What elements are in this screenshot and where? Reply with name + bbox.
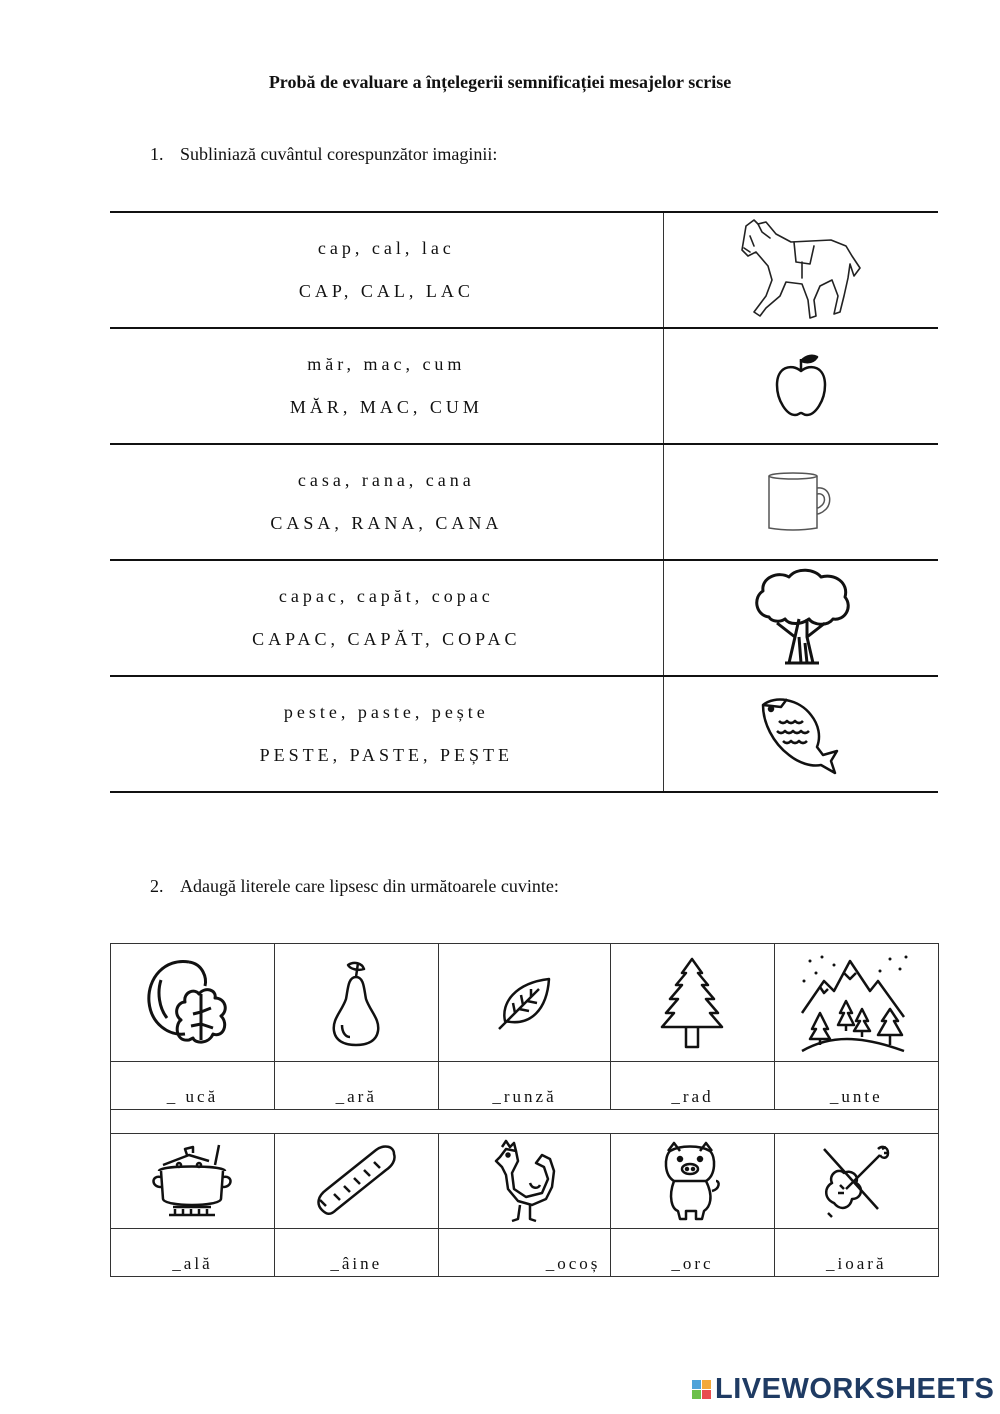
question-2-number: 2. [150, 876, 164, 896]
brand-name: LIVEWORKSHEETS [715, 1373, 995, 1405]
mug-icon [765, 470, 837, 534]
question-1-text: Subliniază cuvântul corespunzător imaginii: [180, 144, 498, 164]
table-row [110, 328, 938, 444]
table-row [110, 212, 938, 328]
picture-row [111, 944, 939, 1062]
missing-letter-word[interactable]: _ară [274, 1062, 438, 1110]
bread-icon [314, 1142, 398, 1220]
page-title: Probă de evaluare a înțelegerii semnificației mesajelor scrise [268, 72, 732, 92]
missing-letter-word[interactable]: _ ucă [111, 1062, 275, 1110]
missing-letter-word[interactable]: _ocoș [438, 1229, 611, 1277]
table-row [110, 560, 938, 676]
pear-icon [328, 959, 384, 1047]
fish-icon [759, 693, 843, 775]
missing-letter-word[interactable]: _orc [611, 1229, 774, 1277]
uppercase-options[interactable]: CAPAC, CAPĂT, COPAC [252, 629, 521, 649]
mountains-icon [800, 951, 912, 1055]
lowercase-options[interactable]: măr, mac, cum [307, 354, 466, 374]
pig-icon [660, 1141, 724, 1221]
uppercase-options[interactable]: CAP, CAL, LAC [298, 281, 474, 301]
word-row [111, 1062, 939, 1110]
question-2 [150, 876, 559, 897]
missing-letter-word[interactable]: _rad [611, 1062, 774, 1110]
leaf-icon [495, 973, 555, 1033]
logo-icon [692, 1380, 711, 1399]
missing-letter-word[interactable]: _unte [774, 1062, 938, 1110]
apple-icon [771, 351, 831, 421]
question-1-number: 1. [150, 144, 164, 164]
word-row [111, 1229, 939, 1277]
missing-letter-word[interactable]: _ală [111, 1229, 275, 1277]
question-2-text: Adaugă literele care lipsesc din următoarele cuvinte: [180, 876, 559, 896]
uppercase-options[interactable]: MĂR, MAC, CUM [289, 397, 483, 417]
walnut-icon [145, 958, 239, 1048]
tree-icon [749, 567, 853, 669]
lowercase-options[interactable]: capac, capăt, copac [278, 586, 494, 606]
word-picture-table [110, 211, 938, 793]
missing-letter-word[interactable]: _ioară [774, 1229, 938, 1277]
lowercase-options[interactable]: casa, rana, cana [297, 470, 475, 490]
pot-icon [149, 1141, 235, 1221]
picture-row [111, 1134, 939, 1229]
question-1 [150, 144, 497, 165]
spacer-row [111, 1110, 939, 1134]
missing-letters-table [110, 943, 939, 1277]
liveworksheets-logo [692, 1373, 994, 1406]
fir-tree-icon [660, 955, 724, 1051]
lowercase-options[interactable]: peste, paste, pește [283, 702, 489, 722]
horse-icon [736, 216, 866, 324]
rooster-icon [492, 1139, 558, 1223]
table-row [110, 676, 938, 792]
missing-letter-word[interactable]: _âine [274, 1229, 438, 1277]
uppercase-options[interactable]: CASA, RANA, CANA [270, 513, 503, 533]
violin-icon [820, 1143, 892, 1219]
table-row [110, 444, 938, 560]
lowercase-options[interactable]: cap, cal, lac [317, 238, 455, 258]
uppercase-options[interactable]: PESTE, PASTE, PEȘTE [259, 745, 514, 765]
missing-letter-word[interactable]: _runză [438, 1062, 611, 1110]
